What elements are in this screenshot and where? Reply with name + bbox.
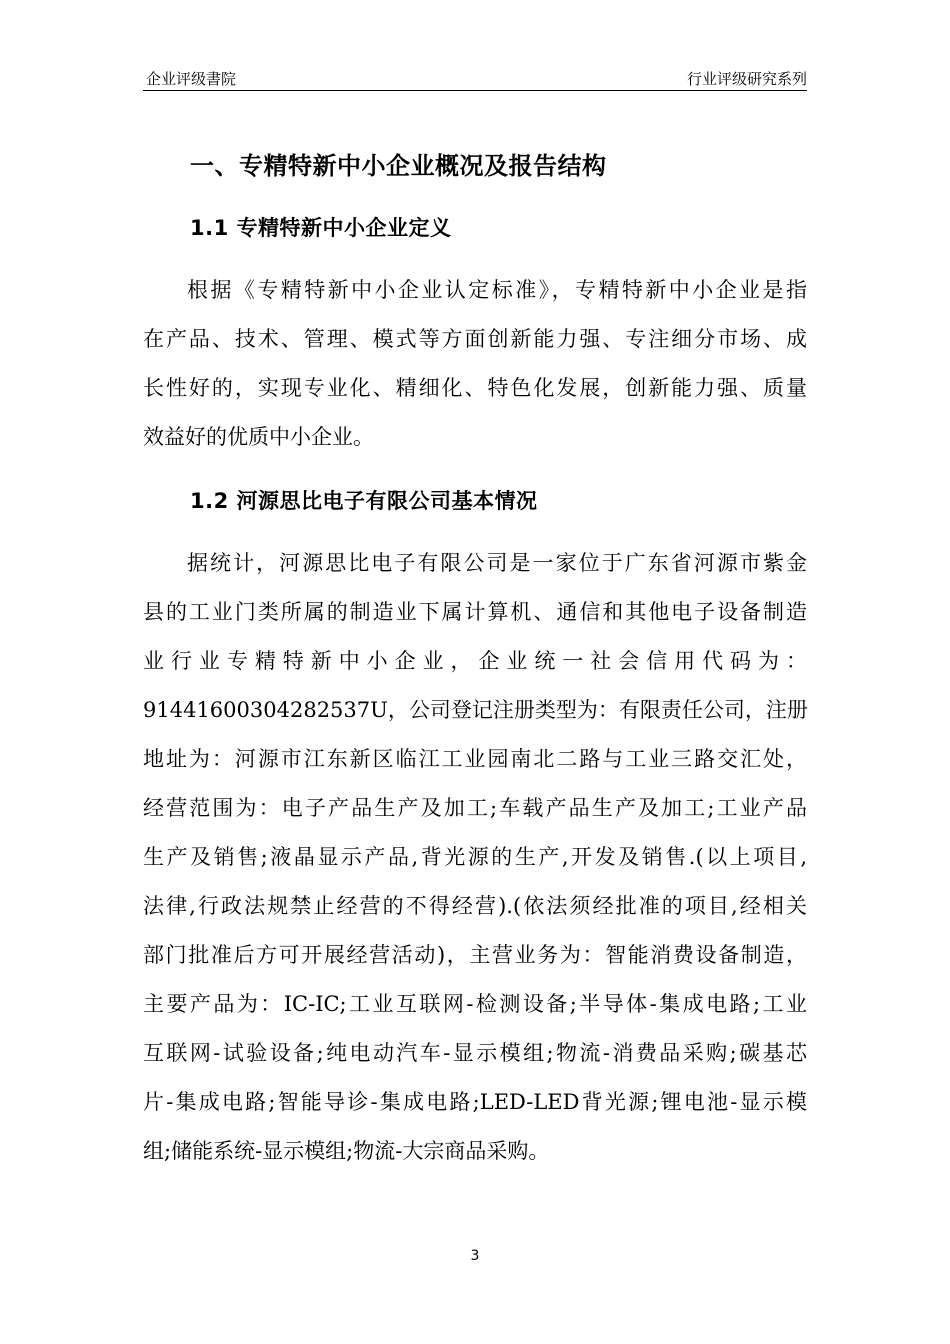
paragraph-line: 法律,行政法规禁止经营的不得经营).(依法须经批准的项目,经相关 [143, 894, 807, 918]
paragraph-line: 地址为：河源市江东新区临江工业园南北二路与工业三路交汇处， [143, 747, 807, 771]
paragraph-line: 部门批准后方可开展经营活动)，主营业务为：智能消费设备制造， [143, 943, 807, 967]
paragraph-line: 主要产品为：IC-IC;工业互联网-检测设备;半导体-集成电路;工业 [143, 992, 807, 1016]
section-heading: 一、专精特新中小企业概况及报告结构 [190, 152, 607, 180]
paragraph-line: 在产品、技术、管理、模式等方面创新能力强、专注细分市场、成 [143, 327, 807, 351]
paragraph-line: 组;储能系统-显示模组;物流-大宗商品采购。 [143, 1139, 550, 1163]
header-divider [143, 90, 807, 91]
paragraph-line: 91441600304282537U，公司登记注册类型为：有限责任公司，注册 [143, 698, 808, 722]
page-number: 3 [470, 1248, 480, 1264]
subsection-heading-definition: 1.1 专精特新中小企业定义 [190, 216, 452, 240]
paragraph-line: 互联网-试验设备;纯电动汽车-显示模组;物流-消费品采购;碳基芯 [143, 1041, 807, 1065]
paragraph-line: 效益好的优质中小企业。 [143, 425, 374, 449]
paragraph-line: 业行业专精特新中小企业，企业统一社会信用代码为： [143, 649, 807, 673]
paragraph-line: 片-集成电路;智能导诊-集成电路;LED-LED背光源;锂电池-显示模 [143, 1090, 807, 1114]
header-left-text: 企业评级書院 [146, 70, 237, 88]
paragraph-line: 经营范围为：电子产品生产及加工;车载产品生产及加工;工业产品 [143, 796, 807, 820]
paragraph-line: 据统计，河源思比电子有限公司是一家位于广东省河源市紫金 [187, 551, 807, 575]
paragraph-definition [143, 266, 807, 462]
paragraph-line: 县的工业门类所属的制造业下属计算机、通信和其他电子设备制造 [143, 600, 807, 624]
paragraph-company [143, 539, 807, 1176]
paragraph-line: 长性好的，实现专业化、精细化、特色化发展，创新能力强、质量 [143, 376, 807, 400]
subsection-heading-company: 1.2 河源思比电子有限公司基本情况 [190, 489, 538, 513]
header-right-text: 行业评级研究系列 [686, 70, 807, 88]
paragraph-line: 生产及销售;液晶显示产品,背光源的生产,开发及销售.(以上项目, [143, 845, 807, 869]
paragraph-line: 根据《专精特新中小企业认定标准》，专精特新中小企业是指 [187, 278, 807, 302]
